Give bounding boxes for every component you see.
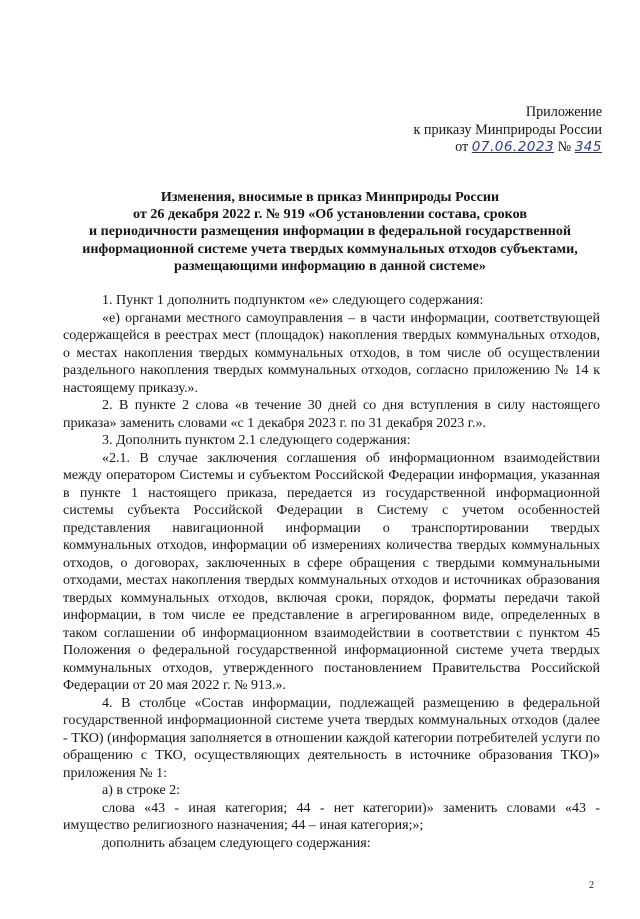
handwritten-date: 07.06.2023 <box>471 139 555 155</box>
handwritten-number: 345 <box>574 139 602 155</box>
document-title <box>60 189 600 275</box>
appendix-header <box>413 104 602 157</box>
title-line: размещающими информацию в данной системе» <box>174 257 486 274</box>
title-line: информационной системе учета твердых коммунальных отходов субъектами, <box>82 240 578 257</box>
page-number: 2 <box>589 880 594 891</box>
paragraph: 1. Пункт 1 дополнить подпунктом «е» следующего содержания: <box>102 293 484 308</box>
paragraph: «2.1. В случае заключения соглашения об информационном взаимодействии между оператором Системы и субъектом Российской Федерации информация, указанная в пункте 1 настоящего приказа, передается из государственной информационной системы субъекта Российской Федерации в Систему с учетом особенностей представления навигационной информации о транспортировании твердых коммунальных отходов, информации об измерениях количества твердых коммунальных отходов, о договорах, заключенных в сфере обращения с твердыми коммунальными отходами, местах накопления твердых коммунальных отходов и источниках образования твердых коммунальных отходов, включая сроки, порядок, форматы передачи такой информации, в том числе ее представление в агрегированном виде, определенных в таком соглашении об информационном взаимодействии в соответствии с пунктом 45 Положения о федеральной государственной информационной системе учета твердых коммунальных отходов, утвержденного постановлением Правительства Российской Федерации от 20 мая 2022 г. № 913.». <box>63 450 600 693</box>
title-line: от 26 декабря 2022 г. № 919 «Об установлении состава, сроков <box>133 206 527 223</box>
title-line: Изменения, вносимые в приказ Минприроды России <box>160 189 500 205</box>
paragraph: 4. В столбце «Состав информации, подлежащей размещению в федеральной государственной информационной системе учета твердых коммунальных отходов (далее - ТКО) (информация заполняется в отношении каждой категории потребителей услуги по обращению с ТКО, осуществляющих деятельность в источнике образования ТКО)» приложения № 1: <box>63 695 600 781</box>
paragraph: 2. В пункте 2 слова «в течение 30 дней со дня вступления в силу настоящего приказа» заменить словами «с 1 декабря 2023 г. по 31 декабря 2023 г.». <box>63 398 600 431</box>
date-number-line <box>413 139 602 157</box>
document-body <box>63 292 600 852</box>
number-prefix: № <box>557 139 572 155</box>
paragraph: 3. Дополнить пунктом 2.1 следующего содержания: <box>102 433 411 448</box>
date-prefix: от <box>455 139 469 155</box>
title-line: и периодичности размещения информации в федеральной государственной <box>89 223 571 240</box>
appendix-label: Приложение <box>525 104 602 120</box>
paragraph: «е) органами местного самоуправления – в части информации, соответствующей содержащейся в реестрах мест (площадок) накопления твердых коммунальных отходов, о местах накопления твердых коммунальных отходов, в том числе об осуществлении раздельного накопления твердых коммунальных отходов, согласно приложению № 14 к настоящему приказу.». <box>63 310 600 396</box>
paragraph: дополнить абзацем следующего содержания: <box>102 835 371 851</box>
order-reference: к приказу Минприроды России <box>413 121 602 138</box>
paragraph: слова «43 - иная категория; 44 - нет категории)» заменить словами «43 - имущество религиозного назначения; 44 – иная категория;»; <box>63 800 600 833</box>
paragraph: а) в строке 2: <box>102 783 181 798</box>
